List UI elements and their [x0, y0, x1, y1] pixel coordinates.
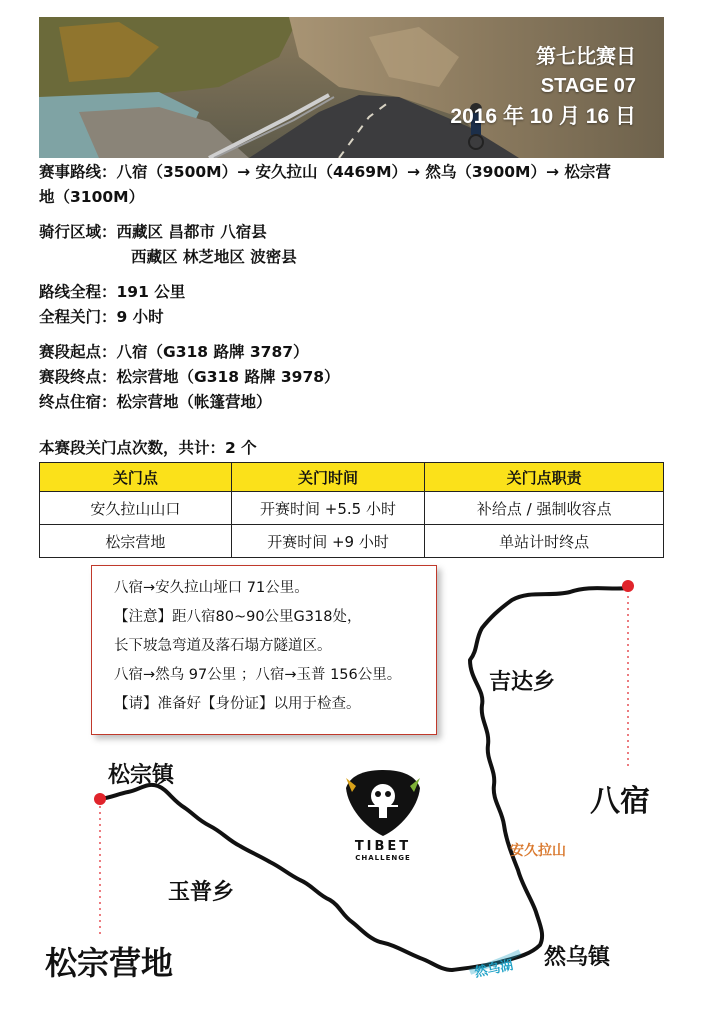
distance-line: 路线全程：191 公里 [39, 283, 186, 301]
stage-date: 2016 年 10 月 16 日 [450, 105, 636, 128]
table-cell: 安久拉山山口 [40, 492, 232, 525]
songzong-marker [94, 793, 106, 805]
lodging-line: 终点住宿：松宗营地（帐篷营地） [39, 393, 272, 411]
songzong-camp-label: 松宗营地 [45, 944, 174, 982]
checkpoint-count-title: 本赛段关门点次数，共计：2 个 [39, 439, 257, 457]
route-line-1: 赛事路线：八宿（3500M）→ 安久拉山（4469M）→ 然乌（3900M）→ 松宗营 [39, 163, 611, 181]
checkpoint-table [39, 462, 664, 558]
logo-subtitle: CHALLENGE [355, 854, 411, 862]
table-cell: 开赛时间 +9 小时 [231, 525, 425, 558]
table-cell: 补给点 / 强制收容点 [425, 492, 664, 525]
logo-title: TIBET [354, 839, 412, 854]
note-line: 【注意】距八宿80~90公里G318处， [114, 609, 362, 625]
shield-skull-icon [338, 766, 428, 840]
note-line: 八宿→安久拉山垭口 71公里。 [114, 580, 309, 596]
tibet-challenge-logo [338, 766, 428, 866]
basu-marker [622, 580, 634, 592]
ranwu-town-label: 然乌镇 [544, 945, 611, 970]
table-header-row [40, 463, 664, 492]
note-line: 【请】准备好【身份证】以用于检查。 [114, 696, 361, 712]
note-line: 八宿→然乌 97公里 ；八宿→玉普 156公里。 [114, 667, 402, 683]
yupu-town-label: 玉普乡 [168, 880, 235, 905]
songzong-town-label: 松宗镇 [108, 763, 175, 788]
table-cell: 开赛时间 +5.5 小时 [231, 492, 425, 525]
table-cell: 单站计时终点 [425, 525, 664, 558]
start-line: 赛段起点：八宿（G318 路牌 3787） [39, 343, 309, 361]
finish-line: 赛段终点：松宗营地（G318 路牌 3978） [39, 368, 340, 386]
column-header: 关门点职责 [425, 463, 664, 492]
column-header: 关门点 [40, 463, 232, 492]
stage-number: STAGE 07 [540, 75, 636, 97]
route-note-box [91, 565, 437, 735]
ranwu-lake-label: 然乌湖 [473, 958, 515, 981]
anjiu-pass-label: 安久拉山 [510, 843, 566, 859]
jida-town-label: 吉达乡 [489, 670, 556, 695]
stage-heading [450, 43, 636, 133]
route-line-2: 地（3100M） [39, 188, 145, 206]
stage-info [39, 160, 669, 415]
area-line-2: 西藏区 林芝地区 波密县 [131, 248, 297, 266]
cutoff-line: 全程关门：9 小时 [39, 308, 164, 326]
area-line-1: 骑行区域：西藏区 昌都市 八宿县 [39, 223, 267, 241]
column-header: 关门时间 [231, 463, 425, 492]
table-row [40, 525, 664, 558]
basu-label: 八宿 [590, 784, 650, 819]
table-row [40, 492, 664, 525]
note-line: 长下坡急弯道及落石塌方隧道区。 [114, 638, 332, 654]
header-photo [39, 17, 664, 158]
stage-day-label: 第七比赛日 [536, 46, 636, 68]
table-cell: 松宗营地 [40, 525, 232, 558]
